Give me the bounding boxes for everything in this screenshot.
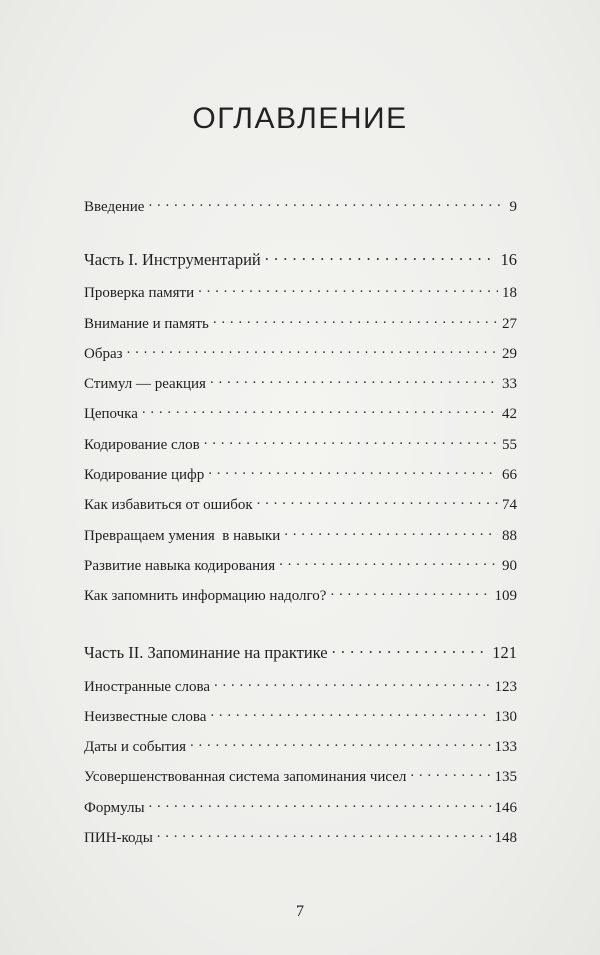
toc-entry-label: Кодирование слов (84, 436, 200, 453)
toc-entry[interactable] (84, 373, 517, 403)
toc-entry-label: Проверка памяти (84, 285, 195, 302)
toc-part-heading[interactable] (84, 248, 517, 282)
toc-entry[interactable] (84, 736, 517, 766)
toc-entry-label: Как запомнить информацию надолго? (84, 588, 327, 605)
toc-entry[interactable] (84, 313, 517, 343)
toc-entry[interactable] (84, 676, 517, 706)
dot-leader (410, 766, 490, 781)
toc-part-page: 121 (492, 643, 517, 663)
toc-entry-label: Цепочка (84, 406, 138, 423)
toc-entry-label: Как избавиться от ошибок (84, 497, 253, 514)
toc-entry[interactable] (84, 464, 517, 494)
toc-entry-page: 27 (502, 315, 517, 332)
dot-leader (279, 555, 498, 570)
toc-entry[interactable] (84, 343, 517, 373)
toc-entry-page: 146 (494, 799, 517, 816)
toc-entry-page: 90 (502, 557, 517, 574)
toc-entry-label: Неизвестные слова (84, 708, 207, 725)
toc-entry[interactable] (84, 555, 517, 585)
dot-leader (330, 585, 490, 600)
dot-leader (148, 196, 505, 211)
toc-entry-label: Развитие навыка кодирования (84, 557, 276, 574)
dot-leader (265, 248, 497, 265)
dot-leader (284, 525, 498, 540)
toc-entry-page: 88 (502, 527, 517, 544)
toc-entry-label: Введение (84, 199, 145, 215)
toc-entry[interactable] (84, 525, 517, 555)
toc-entry-page: 130 (494, 708, 517, 725)
toc-part-label: Часть II. Запоминание на практике (84, 643, 328, 663)
toc-entry-intro[interactable] (84, 196, 517, 226)
toc-part-heading[interactable] (84, 642, 517, 676)
toc-entry-label: Кодирование цифр (84, 467, 205, 484)
toc-entry-label: Даты и события (84, 739, 187, 756)
toc-entry-label: Образ (84, 345, 123, 362)
toc-entry-label: Иностранные слова (84, 678, 211, 695)
dot-leader (198, 282, 498, 297)
page-title: ОГЛАВЛЕНИЕ (192, 102, 408, 135)
toc-entry[interactable] (84, 434, 517, 464)
toc-entry-page: 55 (502, 436, 517, 453)
dot-leader (127, 343, 498, 358)
toc-entry-page: 133 (494, 739, 517, 756)
dot-leader (149, 797, 491, 812)
dot-leader (210, 706, 490, 721)
toc-entry-label: Превращаем умения в навыки (84, 527, 281, 544)
toc-entry[interactable] (84, 282, 517, 312)
dot-leader (213, 313, 498, 328)
toc-entry[interactable] (84, 706, 517, 736)
toc-part-page: 16 (500, 249, 517, 269)
toc-entry-page: 29 (502, 345, 517, 362)
dot-leader (257, 494, 498, 509)
toc-entry-page: 33 (502, 376, 517, 393)
toc-entry[interactable] (84, 797, 517, 827)
toc-entry-page: 148 (494, 830, 517, 847)
toc-entry[interactable] (84, 403, 517, 433)
toc-entry-page: 123 (494, 678, 517, 695)
toc-entry-label: Стимул — реакция (84, 376, 206, 393)
toc-entry-page: 135 (494, 769, 517, 786)
dot-leader (157, 827, 491, 842)
dot-leader (214, 676, 490, 691)
toc-entry-label: Усовершенствованная система запоминания чисел (84, 769, 407, 786)
table-of-contents (84, 196, 517, 857)
dot-leader (208, 464, 498, 479)
toc-entry-label: Формулы (84, 799, 145, 816)
toc-entry-page: 74 (502, 497, 517, 514)
toc-entry[interactable] (84, 827, 517, 857)
page-number: 7 (296, 903, 304, 920)
toc-part-label: Часть I. Инструментарий (84, 249, 261, 269)
toc-entry-page: 18 (502, 285, 517, 302)
toc-entry-page: 66 (502, 467, 517, 484)
toc-entry-page: 42 (502, 406, 517, 423)
toc-entry-label: Внимание и память (84, 315, 209, 332)
dot-leader (190, 736, 490, 751)
toc-entry-page: 9 (509, 199, 517, 215)
toc-entry[interactable] (84, 766, 517, 796)
dot-leader (142, 403, 498, 418)
dot-leader (210, 373, 498, 388)
toc-entry-page: 109 (494, 588, 517, 605)
toc-entry[interactable] (84, 585, 517, 615)
dot-leader (332, 642, 489, 659)
toc-entry[interactable] (84, 494, 517, 524)
toc-entry-label: ПИН-коды (84, 830, 153, 847)
dot-leader (204, 434, 498, 449)
